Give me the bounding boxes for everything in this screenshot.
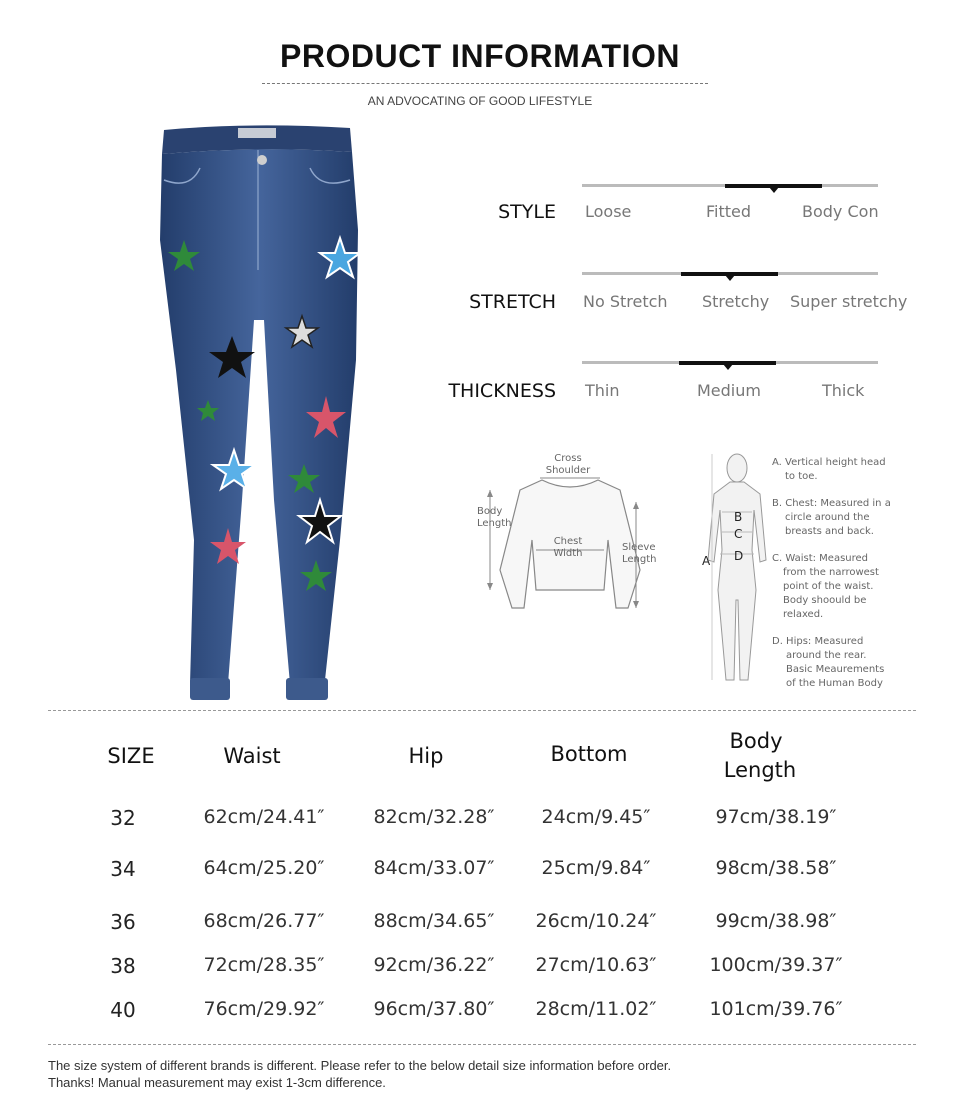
marker-b: B xyxy=(734,510,743,524)
note-b: B. Chest: Measured in a circle around the breasts and back. xyxy=(772,498,891,537)
header-size: SIZE xyxy=(107,744,155,768)
scale-option: Stretchy xyxy=(702,292,770,311)
size-cell: 32 xyxy=(110,806,136,830)
header-hip: Hip xyxy=(408,744,444,768)
measurement-cell: 100cm/39.37″ xyxy=(709,954,843,976)
attribute-label: THICKNESS xyxy=(448,380,556,402)
page-title: PRODUCT INFORMATION xyxy=(280,38,680,74)
body-measurement-diagram xyxy=(700,450,770,685)
jeans-product-image xyxy=(150,120,380,710)
header-body: Body xyxy=(729,729,783,753)
page-subtitle: AN ADVOCATING OF GOOD LIFESTYLE xyxy=(367,94,593,108)
measurement-cell: 62cm/24.41″ xyxy=(203,806,325,828)
scale-option: Super stretchy xyxy=(790,292,908,311)
scale-option: Loose xyxy=(585,202,632,221)
scale-option: No Stretch xyxy=(583,292,668,311)
marker-d: D xyxy=(734,549,744,563)
marker-a: A xyxy=(702,554,711,568)
measurement-cell: 92cm/36.22″ xyxy=(373,954,495,976)
scale-option: Thick xyxy=(822,381,865,400)
scale-option: Thin xyxy=(585,381,620,400)
measurement-cell: 28cm/11.02″ xyxy=(535,998,657,1020)
size-cell: 38 xyxy=(110,954,136,978)
measurement-cell: 96cm/37.80″ xyxy=(373,998,495,1020)
measurement-cell: 82cm/32.28″ xyxy=(373,806,495,828)
measurement-cell: 76cm/29.92″ xyxy=(203,998,325,1020)
measurement-cell: 26cm/10.24″ xyxy=(535,910,657,932)
note-c: C. Waist: Measured from the narrowest point of the waist. Body shoould be relaxed. xyxy=(772,553,879,620)
scale-pointer-icon xyxy=(723,364,733,370)
scale-pointer-icon xyxy=(725,275,735,281)
measurement-cell: 27cm/10.63″ xyxy=(535,954,657,976)
scale-option: Medium xyxy=(697,381,761,400)
size-cell: 34 xyxy=(110,857,136,881)
measurement-notes xyxy=(772,456,932,691)
measurement-cell: 68cm/26.77″ xyxy=(203,910,325,932)
size-cell: 36 xyxy=(110,910,136,934)
measurement-cell: 97cm/38.19″ xyxy=(715,806,837,828)
scale-option: Body Con xyxy=(802,202,879,221)
measurement-cell: 101cm/39.76″ xyxy=(709,998,843,1020)
footer-note-1: The size system of different brands is different. Please refer to the below detail size information before order. xyxy=(48,1058,672,1073)
note-a: A. Vertical height head to toe. xyxy=(772,457,886,482)
measurement-cell: 99cm/38.98″ xyxy=(715,910,837,932)
sleeve-length-label: Sleeve Length xyxy=(622,542,657,565)
measurement-cell: 64cm/25.20″ xyxy=(203,857,325,879)
header-bottom: Bottom xyxy=(550,742,628,766)
size-cell: 40 xyxy=(110,998,136,1022)
scale-option: Fitted xyxy=(706,202,752,221)
marker-c: C xyxy=(734,527,743,541)
measurement-cell: 84cm/33.07″ xyxy=(373,857,495,879)
measurement-cell: 72cm/28.35″ xyxy=(203,954,325,976)
title-divider xyxy=(262,83,708,84)
measurement-cell: 98cm/38.58″ xyxy=(715,857,837,879)
header-length: Length xyxy=(723,758,797,782)
measurement-cell: 24cm/9.45″ xyxy=(541,806,651,828)
note-d: D. Hips: Measured around the rear. Basic Meaurements of the Human Body xyxy=(772,636,885,689)
scale-pointer-icon xyxy=(769,187,779,193)
section-divider-top xyxy=(48,710,916,711)
footer-note-2: Thanks! Manual measurement may exist 1-3cm difference. xyxy=(48,1075,386,1090)
section-divider-bottom xyxy=(48,1044,916,1045)
cross-shoulder-label: Cross Shoulder xyxy=(545,453,591,476)
attribute-label: STYLE xyxy=(498,201,556,223)
chest-width-label: Chest Width xyxy=(553,536,583,559)
attribute-label: STRETCH xyxy=(469,291,556,313)
body-length-label: Body Length xyxy=(477,506,512,529)
measurement-cell: 25cm/9.84″ xyxy=(541,857,651,879)
measurement-cell: 88cm/34.65″ xyxy=(373,910,495,932)
header-waist: Waist xyxy=(223,744,281,768)
